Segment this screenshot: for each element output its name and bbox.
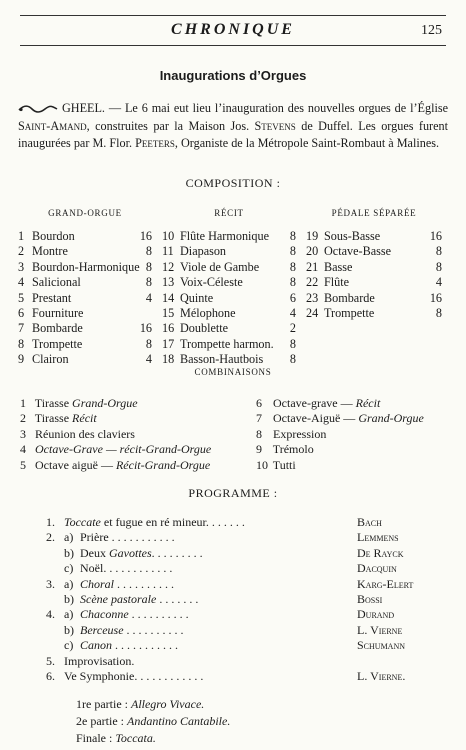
programme-list bbox=[46, 515, 418, 684]
combinaison-row: 2 Tirasse Récit bbox=[20, 411, 97, 426]
page-number: 125 bbox=[421, 23, 442, 38]
recit-heading: RÉCIT bbox=[214, 208, 244, 218]
stop-row: 21 Basse 8 bbox=[306, 259, 442, 274]
combinaison-row: 5 Octave aiguë — Récit-Grand-Orgue bbox=[20, 457, 211, 472]
header-rule-bottom bbox=[20, 45, 446, 46]
stop-row: 6 Fourniture bbox=[18, 306, 84, 321]
combinaison-row: 4 Octave-Grave — récit-Grand-Orgue bbox=[20, 442, 212, 457]
stop-row: 17 Trompette harmon. 8 bbox=[162, 336, 296, 351]
stop-row: 11 Diapason 8 bbox=[162, 244, 296, 259]
recit-stops bbox=[162, 229, 296, 368]
stop-row: 10 Flûte Harmonique 8 bbox=[162, 229, 296, 243]
stop-row: 22 Flûte 4 bbox=[306, 275, 442, 290]
programme-item: 2. a) Prière . . . . . . . . . . . Lemmens bbox=[46, 530, 399, 545]
stop-row: 3 Bourdon-Harmonique 8 bbox=[18, 259, 152, 274]
intro-text-1: — Le 6 mai eut lieu l’inauguration des nouvelles orgues de l’Église bbox=[104, 101, 448, 115]
programme-item: 5. Improvisation. bbox=[46, 653, 135, 668]
programme-item: c) Noël. . . . . . . . . . . . Dacquin bbox=[64, 561, 397, 576]
intro-place: GHEEL. bbox=[62, 101, 105, 115]
combinaison-row: 1 Tirasse Grand-Orgue bbox=[20, 396, 138, 410]
movement-row: Finale : Toccata. bbox=[76, 731, 156, 745]
intro-text-3: de Duffel. Les orgues furent inaugurées par M. Flor. bbox=[18, 118, 448, 150]
pedale-stops bbox=[306, 229, 442, 321]
movement-row: 1re partie : Allegro Vivace. bbox=[76, 697, 205, 711]
stop-row: 12 Viole de Gambe 8 bbox=[162, 259, 296, 274]
stop-row: 16 Doublette 2 bbox=[162, 321, 296, 336]
combinaison-row: 3 Réunion des claviers bbox=[20, 426, 135, 441]
combinaisons-right bbox=[256, 396, 424, 473]
combinaisons-left bbox=[20, 396, 211, 473]
programme-item: b) Berceuse . . . . . . . . . . L. Vierne bbox=[64, 622, 403, 637]
stop-row: 15 Mélophone 4 bbox=[162, 306, 296, 321]
stop-row: 20 Octave-Basse 8 bbox=[306, 244, 442, 259]
combinaison-row: 9 Trémolo bbox=[256, 442, 314, 457]
grand-orgue-stops bbox=[18, 229, 152, 368]
combinaison-row: 7 Octave-Aiguë — Grand-Orgue bbox=[256, 411, 424, 426]
stop-row: 9 Clairon 4 bbox=[18, 352, 152, 367]
stop-row: 18 Basson-Hautbois 8 bbox=[162, 352, 296, 367]
pedale-heading: PÉDALE SÉPARÉE bbox=[331, 208, 417, 218]
intro-paragraph bbox=[18, 100, 448, 152]
intro-organist: Peeters bbox=[135, 135, 175, 150]
intro-text-2: , construites par la Maison Jos. bbox=[86, 118, 255, 133]
programme-item: c) Canon . . . . . . . . . . . Schumann bbox=[64, 638, 406, 653]
stop-row: 13 Voix-Céleste 8 bbox=[162, 275, 296, 290]
combinaison-row: 10 Tutti bbox=[256, 457, 296, 472]
header-rule-top bbox=[20, 15, 446, 16]
symphony-movements bbox=[76, 696, 230, 747]
stop-row: 23 Bombarde 16 bbox=[306, 290, 442, 305]
intro-builder: Stevens bbox=[254, 118, 296, 133]
combinaison-row: 8 Expression bbox=[256, 426, 327, 441]
grand-orgue-heading: GRAND-ORGUE bbox=[48, 208, 122, 218]
programme-item: 3. a) Choral . . . . . . . . . . Karg-Elert bbox=[46, 576, 414, 591]
stop-row: 1 Bourdon 16 bbox=[18, 229, 152, 243]
intro-text-4: , Organiste de la Métropole Saint-Rombaut à Malines. bbox=[174, 135, 440, 150]
ornament-icon bbox=[18, 101, 62, 118]
stop-row: 14 Quinte 6 bbox=[162, 290, 296, 305]
programme-item: 4. a) Chaconne . . . . . . . . . . Durand bbox=[46, 607, 395, 622]
combinaisons-heading: COMBINAISONS bbox=[194, 367, 272, 377]
running-header-title: CHRONIQUE bbox=[171, 21, 295, 38]
article-title: Inaugurations d’Orgues bbox=[159, 68, 307, 83]
composition-heading: COMPOSITION : bbox=[185, 176, 281, 190]
stop-row: 4 Salicional 8 bbox=[18, 275, 152, 290]
combinaison-row: 6 Octave-grave — Récit bbox=[256, 396, 381, 410]
programme-heading: PROGRAMME : bbox=[188, 486, 278, 500]
intro-church: Saint-Amand bbox=[18, 118, 87, 133]
programme-item: 1. Toccate et fugue en ré mineur. . . . . . . Bach bbox=[46, 515, 382, 529]
stop-row: 2 Montre 8 bbox=[18, 244, 152, 259]
programme-item: b) Deux Gavottes. . . . . . . . . De Rayck bbox=[64, 545, 404, 560]
stop-row: 19 Sous-Basse 16 bbox=[306, 229, 442, 243]
stop-row: 24 Trompette 8 bbox=[306, 306, 442, 321]
stop-row: 5 Prestant 4 bbox=[18, 290, 152, 305]
programme-item: 6. Ve Symphonie. . . . . . . . . . . . L. Vierne. bbox=[46, 668, 406, 683]
stop-row: 8 Trompette 8 bbox=[18, 336, 152, 351]
movement-row: 2e partie : Andantino Cantabile. bbox=[76, 714, 231, 728]
stop-row: 7 Bombarde 16 bbox=[18, 321, 152, 336]
programme-item: b) Scène pastorale . . . . . . . Bossi bbox=[64, 591, 383, 606]
